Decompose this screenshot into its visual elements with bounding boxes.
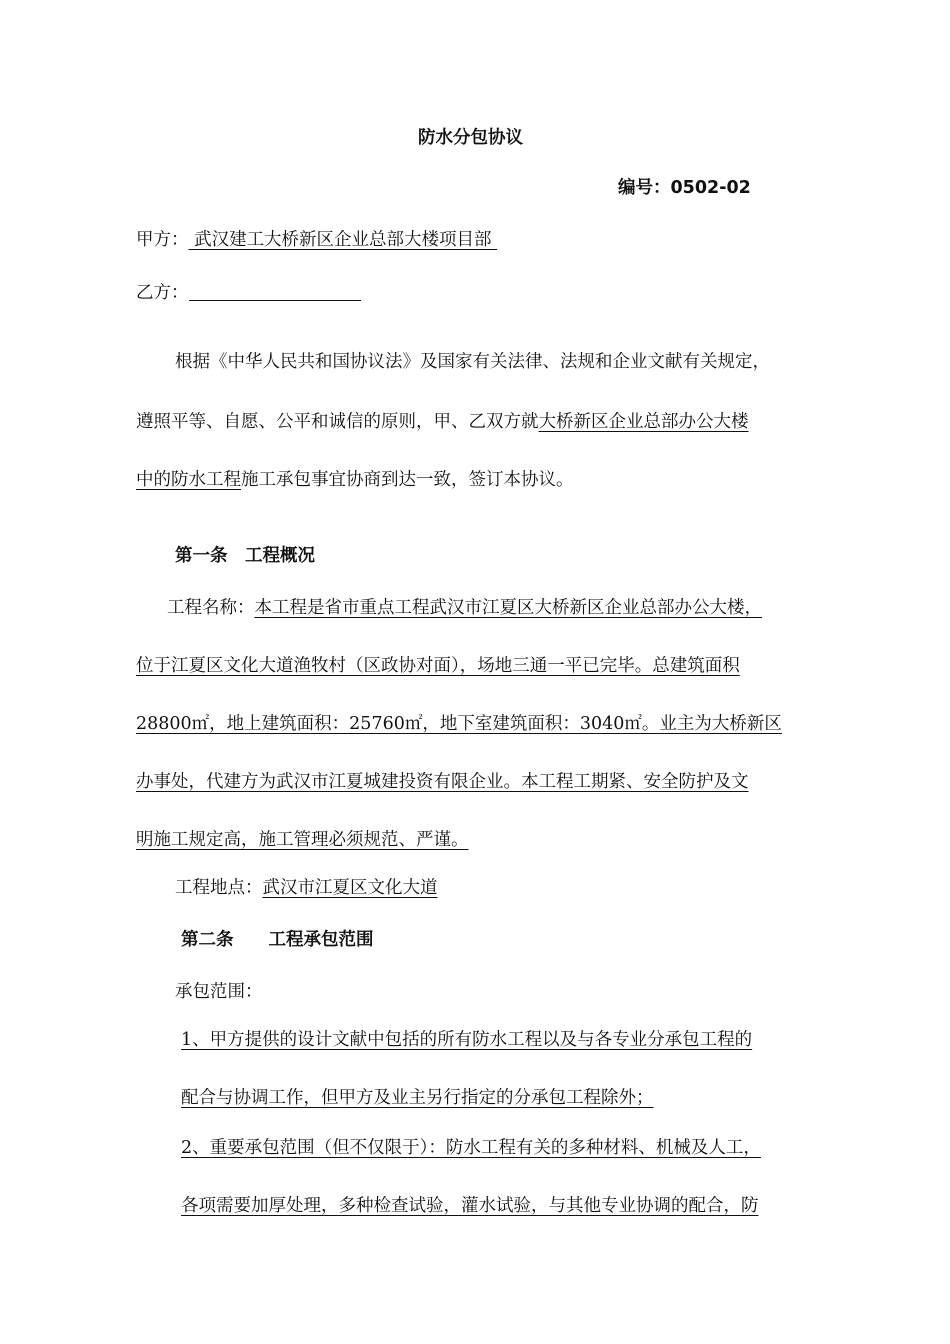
project-location-value: 武汉市江夏区文化大道 xyxy=(262,878,438,898)
intro-line-1: 根据《中华人民共和国协议法》及国家有关法律、法规和企业文献有关规定， xyxy=(175,352,770,372)
scope-label: 承包范围： xyxy=(175,982,263,1002)
intro-line-2 xyxy=(136,410,749,434)
party-b-blank-field xyxy=(189,280,361,301)
intro-line-2-text: 遵照平等、自愿、公平和诚信的原则，甲、乙双方就 xyxy=(136,412,539,432)
scope-item-1-line-2: 配合与协调工作，但甲方及业主另行指定的分承包工程除外； xyxy=(181,1088,654,1108)
project-name-row xyxy=(167,596,762,620)
project-name-line-3: 28800㎡，地上建筑面积：25760㎡，地下室建筑面积：3040㎡。业主为大桥新区 xyxy=(136,714,782,734)
scope-item-1-line-1: 1、甲方提供的设计文献中包括的所有防水工程以及与各专业分承包工程的 xyxy=(181,1030,753,1050)
project-name-line-2: 位于江夏区文化大道渔牧村（区政协对面），场地三通一平已完毕。总建筑面积 xyxy=(136,656,740,676)
project-location-row xyxy=(175,876,438,900)
scope-item-2-line-2: 各项需要加厚处理，多种检查试验，灌水试验，与其他专业协调的配合，防 xyxy=(181,1196,759,1216)
project-name-underlined: 大桥新区企业总部办公大楼 xyxy=(538,412,749,432)
scope-item-2-line-1: 2、重要承包范围（但不仅限于）：防水工程有关的多种材料、机械及人工， xyxy=(181,1138,761,1158)
document-title: 防水分包协议 xyxy=(418,128,523,148)
article-2-heading: 第二条 工程承包范围 xyxy=(181,930,374,950)
project-name-line-5: 明施工规定高，施工管理必须规范、严谨。 xyxy=(136,830,469,850)
intro-line-3-text: 施工承包事宜协商到达一致，签订本协议。 xyxy=(241,470,574,490)
project-scope-underlined: 中的防水工程 xyxy=(136,470,241,490)
party-a-row xyxy=(136,228,497,252)
party-b-label: 乙方： xyxy=(136,283,189,303)
project-name-label: 工程名称： xyxy=(167,598,255,618)
document-number xyxy=(618,176,751,200)
project-name-line-1: 本工程是省市重点工程武汉市江夏区大桥新区企业总部办公大楼， xyxy=(254,598,762,618)
document-number-text: 编号：0502-02 xyxy=(618,178,751,198)
party-b-row xyxy=(136,280,361,305)
article-1-heading: 第一条 工程概况 xyxy=(175,546,315,566)
project-location-label: 工程地点： xyxy=(175,878,263,898)
project-name-line-4: 办事处，代建方为武汉市江夏城建投资有限企业。本工程工期紧、安全防护及文 xyxy=(136,772,749,792)
party-a-label: 甲方： xyxy=(136,230,189,250)
party-a-value: 武汉建工大桥新区企业总部大楼项目部 xyxy=(188,230,498,250)
intro-line-3 xyxy=(136,468,574,492)
